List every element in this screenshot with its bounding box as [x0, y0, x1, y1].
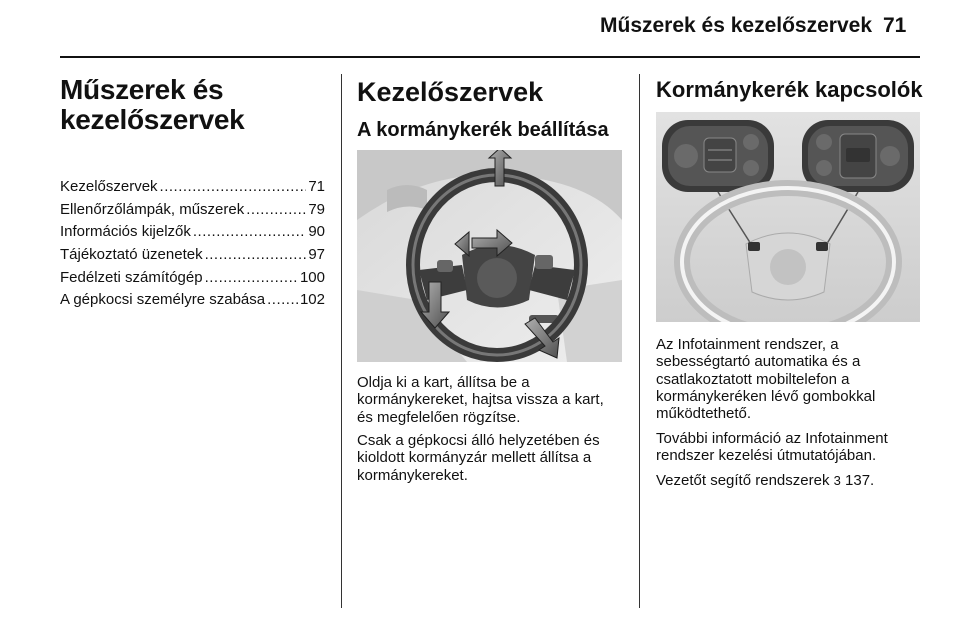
toc-item-title: Információs kijelzők: [60, 223, 191, 241]
column-divider-left: [341, 74, 342, 608]
section-heading-controls: Kezelőszervek: [357, 77, 544, 107]
toc-item-title: Kezelőszervek: [60, 178, 158, 195]
chapter-title-line2: kezelőszervek: [60, 104, 245, 135]
toc-item[interactable]: [60, 291, 325, 314]
column-divider-right: [639, 74, 640, 608]
arrow-reference-icon: 3: [833, 473, 841, 488]
subsection-heading-adjust: A kormánykerék beállítása: [357, 119, 609, 141]
toc-item-page: 100: [299, 268, 325, 286]
adjust-caution-paragraph: Csak a gépkocsi álló helyzetében és kioldott kormányzár mellett állítsa a kormánykereket.: [357, 432, 600, 484]
toc-item-page: 79: [308, 200, 325, 218]
table-of-contents: [60, 178, 325, 314]
infotainment-reference-paragraph: További információ az Infotainment rendszer kezelési útmutatójában.: [656, 430, 888, 465]
driver-assist-reference-text: Vezetőt segítő rendszerek: [656, 472, 830, 489]
toc-leader: [246, 201, 306, 218]
page-number: 71: [883, 14, 907, 37]
toc-item-title: A gépkocsi személyre szabása: [60, 291, 266, 309]
toc-item-title: Fedélzeti számítógép: [60, 268, 203, 286]
steering-wheel-adjustment-icon: [357, 150, 622, 362]
steering-wheel-controls-icon: [656, 112, 920, 322]
controls-description-paragraph: Az Infotainment rendszer, a sebességtartó automatika és a csatlakoztatott mobiltelefon a kormánykeréken lévő gombokkal működtethető.: [656, 336, 876, 423]
toc-item[interactable]: [60, 269, 325, 292]
chapter-title: [60, 75, 244, 135]
toc-item[interactable]: [60, 201, 325, 224]
toc-item-title: Tájékoztató üzenetek: [60, 246, 203, 264]
toc-item-page: 97: [308, 246, 325, 264]
toc-leader: [160, 178, 307, 195]
adjust-instruction-paragraph: Oldja ki a kart, állítsa be a kormánykereket, hajtsa vissza a kart, és megfelelően rögzítse.: [357, 374, 604, 426]
toc-leader: [193, 223, 306, 240]
toc-leader: [205, 246, 307, 263]
toc-item-title: Ellenőrzőlámpák, műszerek: [60, 200, 245, 218]
driver-assist-reference-paragraph: [656, 472, 921, 489]
steering-wheel-controls-figure: [656, 112, 920, 322]
steering-wheel-adjustment-figure: [357, 150, 622, 362]
header-rule: [60, 56, 920, 58]
toc-item[interactable]: [60, 178, 325, 201]
section-heading-wheel-switches: Kormánykerék kapcsolók: [656, 77, 923, 102]
toc-item-page: 102: [299, 291, 325, 309]
running-header-title: Műszerek és kezelőszervek: [600, 14, 873, 37]
toc-item[interactable]: [60, 223, 325, 246]
toc-item[interactable]: [60, 246, 325, 269]
chapter-title-line1: Műszerek és: [60, 74, 224, 105]
toc-item-page: 90: [308, 223, 325, 241]
toc-leader: [267, 291, 298, 308]
driver-assist-reference-page[interactable]: 137.: [845, 472, 875, 489]
toc-item-page: 71: [308, 178, 325, 195]
toc-leader: [205, 269, 298, 286]
